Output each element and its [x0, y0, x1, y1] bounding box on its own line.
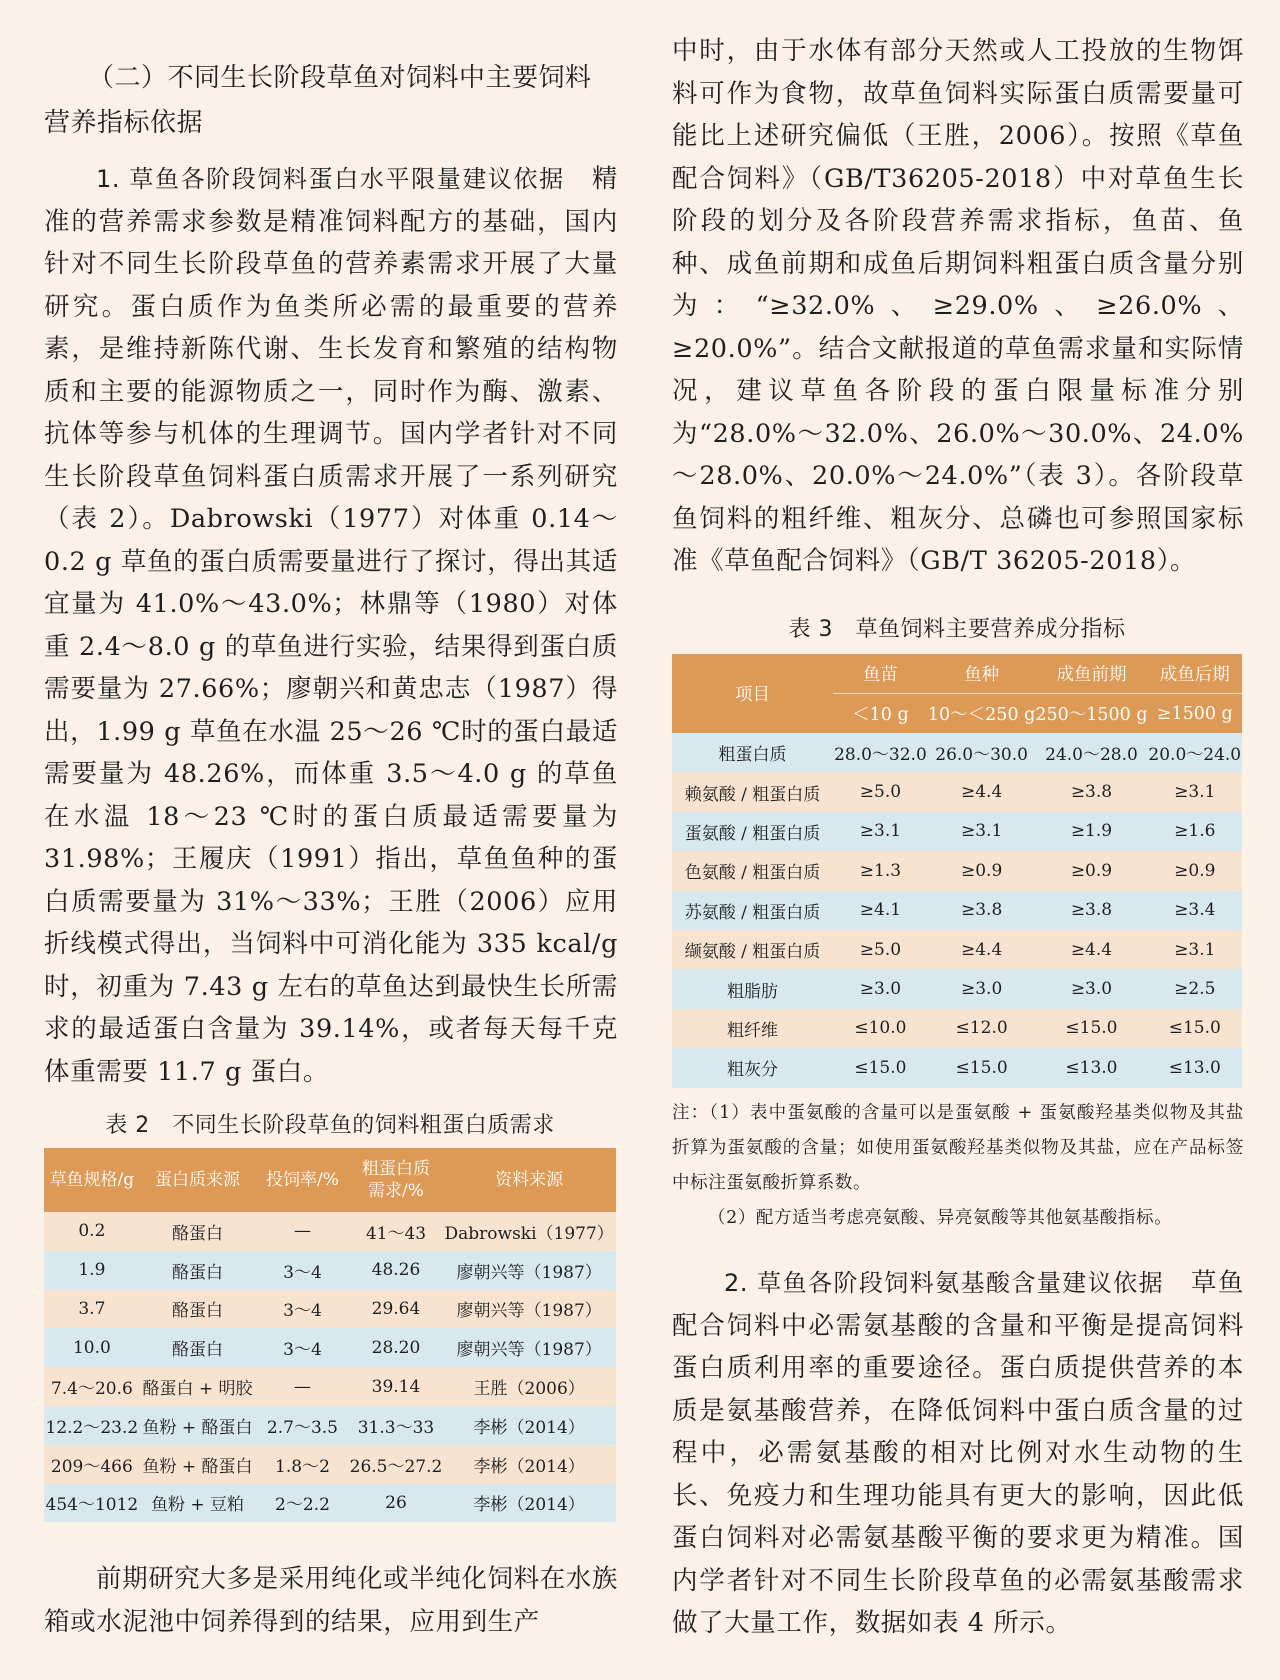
table-cell: ≥3.1	[928, 812, 1035, 851]
table-row	[44, 1367, 616, 1406]
table2-header-cell: 蛋白质来源	[140, 1148, 256, 1212]
table-cell: 3～4	[255, 1251, 349, 1290]
paragraph-amino-acid-basis	[672, 1262, 1244, 1645]
table-cell: 28.0～32.0	[833, 733, 928, 772]
table-row	[672, 733, 1242, 772]
table-cell: 鱼粉 + 豆粕	[140, 1484, 256, 1523]
table3-notes	[672, 1096, 1244, 1236]
table-cell: 李彬（2014）	[442, 1406, 616, 1445]
table-cell: 28.20	[350, 1328, 443, 1367]
table-cell: 酪蛋白 + 明胶	[140, 1367, 256, 1406]
table-cell: 廖朝兴等（1987）	[442, 1328, 616, 1367]
table-row	[672, 1048, 1242, 1087]
table-cell: 粗纤维	[672, 1009, 833, 1048]
table-cell: 廖朝兴等（1987）	[442, 1290, 616, 1329]
table-cell: 2.7～3.5	[255, 1406, 349, 1445]
table-cell: ≤13.0	[1148, 1048, 1242, 1087]
table-cell: 李彬（2014）	[442, 1445, 616, 1484]
table-cell: ≥4.1	[833, 891, 928, 930]
table-cell: —	[255, 1367, 349, 1406]
table-cell: 李彬（2014）	[442, 1484, 616, 1523]
table-row	[44, 1328, 616, 1367]
table-cell: 26.0～30.0	[928, 733, 1035, 772]
table-cell: 色氨酸 / 粗蛋白质	[672, 851, 833, 890]
table-cell: 3.7	[44, 1290, 140, 1329]
paragraph-protein-standards: 中时，由于水体有部分天然或人工投放的生物饵料可作为食物，故草鱼饲料实际蛋白质需要量可能比上述研究偏低（王胜，2006）。按照《草鱼配合饲料》（GB/T36205-2018）中对草鱼生长阶段的划分及各阶段营养需求指标，鱼苗、鱼种、成鱼前期和成鱼后期饲料粗蛋白质含量分别为：“≥32.0%、≥29.0%、≥26.0%、≥20.0%”。结合文献报道的草鱼需求量和实际情况，建议草鱼各阶段的蛋白限量标准分别为“28.0%～32.0%、26.0%～30.0%、24.0%～28.0%、20.0%～24.0%”（表 3）。各阶段草鱼饲料的粗纤维、粗灰分、总磷也可参照国家标准《草鱼配合饲料》（GB/T 36205-2018）。	[672, 36, 1244, 576]
table-cell: 26	[350, 1484, 443, 1523]
table-cell: 粗蛋白质	[672, 733, 833, 772]
table3-note-1: 注：（1）表中蛋氨酸的含量可以是蛋氨酸 + 蛋氨酸羟基类似物及其盐折算为蛋氨酸的含量；如使用蛋氨酸羟基类似物及其盐，应在产品标签中标注蛋氨酸折算系数。	[672, 1103, 1244, 1193]
table-row	[672, 930, 1242, 969]
table-cell: 酪蛋白	[140, 1290, 256, 1329]
table-row	[672, 1009, 1242, 1048]
table-cell: 209～466	[44, 1445, 140, 1484]
table-cell: 48.26	[350, 1251, 443, 1290]
paragraph-protein-text: 精准的营养需求参数是精准饲料配方的基础，国内针对不同生长阶段草鱼的营养素需求开展了大量研究。蛋白质作为鱼类所必需的最重要的营养素，是维持新陈代谢、生长发育和繁殖的结构物质和主要的能源物质之一，同时作为酶、激素、抗体等参与机体的生理调节。国内学者针对不同生长阶段草鱼饲料蛋白质需求开展了一系列研究（表 2）。Dabrowski（1977）对体重 0.14～0.2 g 草鱼的蛋白质需要量进行了探讨，得出其适宜量为 41.0%～43.0%；林鼎等（1980）对体重 2.4～8.0 g 的草鱼进行实验，结果得到蛋白质需要量为 27.66%；廖朝兴和黄忠志（1987）得出，1.99 g 草鱼在水温 25～26 ℃时的蛋白最适需要量为 48.26%，而体重 3.5～4.0 g 的草鱼在水温 18～23 ℃时的蛋白质最适需要量为 31.98%；王履庆（1991）指出，草鱼鱼种的蛋白质需要量为 31%～33%；王胜（2006）应用折线模式得出，当饲料中可消化能为 335 kcal/g 时，初重为 7.43 g 左右的草鱼达到最快生长所需求的最适蛋白含量为 39.14%，或者每天每千克体重需要 11.7 g 蛋白。	[44, 164, 618, 1087]
table-cell: ≥5.0	[833, 930, 928, 969]
table-cell: 454～1012	[44, 1484, 140, 1523]
paragraph-amino-acid-text: 草鱼配合饲料中必需氨基酸的含量和平衡是提高饲料蛋白质利用率的重要途径。蛋白质提供营养的本质是氨基酸营养，在降低饲料中蛋白质含量的过程中，必需氨基酸的相对比例对水生动物的生长、免疫力和生理功能具有更大的影响，因此低蛋白饲料对必需氨基酸平衡的要求更为精准。国内学者针对不同生长阶段草鱼的必需氨基酸需求做了大量工作，数据如表 4 所示。	[672, 1268, 1244, 1638]
table-cell: ≥1.3	[833, 851, 928, 890]
table-cell: ≥3.8	[1035, 772, 1147, 811]
table3-header-range: ＜10 g	[833, 694, 928, 734]
table3-header-stage: 成鱼后期	[1148, 654, 1242, 694]
table-row	[44, 1445, 616, 1484]
table-cell: 1.8～2	[255, 1445, 349, 1484]
table3-header-stage: 成鱼前期	[1035, 654, 1147, 694]
table-cell: ≥0.9	[1148, 851, 1242, 890]
table-cell: ≤15.0	[1148, 1009, 1242, 1048]
table-cell: 3～4	[255, 1328, 349, 1367]
table-cell: 缬氨酸 / 粗蛋白质	[672, 930, 833, 969]
table-cell: ≤10.0	[833, 1009, 928, 1048]
table-cell: ≤13.0	[1035, 1048, 1147, 1087]
table-cell: 0.2	[44, 1212, 140, 1251]
table-cell: ≥3.0	[928, 969, 1035, 1008]
table-cell: 粗灰分	[672, 1048, 833, 1087]
table3-nutrient-indicators	[672, 654, 1242, 1088]
table-cell: ≥0.9	[1035, 851, 1147, 890]
table-cell: ≥3.0	[833, 969, 928, 1008]
table-cell: Dabrowski（1977）	[442, 1212, 616, 1251]
table2-header-cell: 草鱼规格/g	[44, 1148, 140, 1212]
section-heading	[44, 56, 614, 146]
table-cell: 廖朝兴等（1987）	[442, 1251, 616, 1290]
table-cell: ≥3.1	[833, 812, 928, 851]
table-cell: 20.0～24.0	[1148, 733, 1242, 772]
table-cell: ≥3.1	[1148, 772, 1242, 811]
subsection-title-amino-acid: 2. 草鱼各阶段饲料氨基酸含量建议依据	[724, 1269, 1165, 1297]
table2-header-cell: 粗蛋白质需求/%	[350, 1148, 443, 1212]
table-row	[44, 1251, 616, 1290]
table-cell: 7.4～20.6	[44, 1367, 140, 1406]
table-cell: 41～43	[350, 1212, 443, 1251]
section-heading-line1: （二）不同生长阶段草鱼对饲料中主要饲料	[88, 63, 592, 93]
table2-caption: 表 2 不同生长阶段草鱼的饲料粗蛋白质需求	[105, 1113, 555, 1138]
table-cell: ≥4.4	[928, 930, 1035, 969]
table-cell: ≥4.4	[1035, 930, 1147, 969]
table-cell: ≥0.9	[928, 851, 1035, 890]
table3-header-range: 10～＜250 g	[928, 694, 1035, 734]
table2-header-cell: 投饲率/%	[255, 1148, 349, 1212]
table-cell: 29.64	[350, 1290, 443, 1329]
table-cell: ≥3.0	[1035, 969, 1147, 1008]
table-cell: ≥3.1	[1148, 930, 1242, 969]
table-cell: ≥4.4	[928, 772, 1035, 811]
table-cell: ≥1.9	[1035, 812, 1147, 851]
table-cell: 1.9	[44, 1251, 140, 1290]
table2-header-row	[44, 1148, 616, 1212]
table-cell: 王胜（2006）	[442, 1367, 616, 1406]
paragraph-prior-studies: 前期研究大多是采用纯化或半纯化饲料在水族箱或水泥池中饲养得到的结果，应用到生产	[44, 1564, 619, 1637]
subsection-title-protein: 1. 草鱼各阶段饲料蛋白水平限量建议依据	[96, 165, 565, 193]
table-row	[44, 1290, 616, 1329]
table-cell: ≤15.0	[833, 1048, 928, 1087]
table-cell: ≥3.8	[928, 891, 1035, 930]
table-row	[672, 812, 1242, 851]
table-cell: ≥3.8	[1035, 891, 1147, 930]
table-cell: 12.2～23.2	[44, 1406, 140, 1445]
table-cell: ≤15.0	[928, 1048, 1035, 1087]
table2-protein-requirements	[44, 1148, 616, 1522]
table2-header-cell: 资料来源	[442, 1148, 616, 1212]
table-cell: 31.3～33	[350, 1406, 443, 1445]
table-row	[44, 1406, 616, 1445]
table-cell: 10.0	[44, 1328, 140, 1367]
table-cell: 蛋氨酸 / 粗蛋白质	[672, 812, 833, 851]
table3-caption: 表 3 草鱼饲料主要营养成分指标	[788, 617, 1126, 642]
table-cell: 酪蛋白	[140, 1212, 256, 1251]
table-cell: ≥5.0	[833, 772, 928, 811]
table-cell: 39.14	[350, 1367, 443, 1406]
table3-header-stage: 鱼种	[928, 654, 1035, 694]
table-cell: 鱼粉 + 酪蛋白	[140, 1406, 256, 1445]
table-cell: 赖氨酸 / 粗蛋白质	[672, 772, 833, 811]
table-row	[672, 851, 1242, 890]
table-cell: ≤15.0	[1035, 1009, 1147, 1048]
table-cell: 苏氨酸 / 粗蛋白质	[672, 891, 833, 930]
table-cell: 2～2.2	[255, 1484, 349, 1523]
table3-header-stage: 鱼苗	[833, 654, 928, 694]
table3-header-item: 项目	[672, 654, 833, 733]
table-cell: 粗脂肪	[672, 969, 833, 1008]
table3-note-2: （2）配方适当考虑亮氨酸、异亮氨酸等其他氨基酸指标。	[708, 1208, 1173, 1228]
table-cell: 酪蛋白	[140, 1251, 256, 1290]
section-heading-line2: 营养指标依据	[44, 108, 204, 138]
table-cell: ≥3.4	[1148, 891, 1242, 930]
table-row	[672, 891, 1242, 930]
table-cell: —	[255, 1212, 349, 1251]
table3-header-range: 250～1500 g	[1035, 694, 1147, 734]
table-cell: 24.0～28.0	[1035, 733, 1147, 772]
table-cell: 酪蛋白	[140, 1328, 256, 1367]
table-cell: ≤12.0	[928, 1009, 1035, 1048]
table-row	[672, 969, 1242, 1008]
table3-header-row-stages	[672, 654, 1242, 694]
table-cell: 鱼粉 + 酪蛋白	[140, 1445, 256, 1484]
table-row	[44, 1212, 616, 1251]
table-cell: ≥1.6	[1148, 812, 1242, 851]
table-cell: 3～4	[255, 1290, 349, 1329]
table-cell: 26.5～27.2	[350, 1445, 443, 1484]
paragraph-protein-basis	[44, 158, 618, 1093]
table-row	[44, 1484, 616, 1523]
table3-header-range: ≥1500 g	[1148, 694, 1242, 734]
table-row	[672, 772, 1242, 811]
table-cell: ≥2.5	[1148, 969, 1242, 1008]
